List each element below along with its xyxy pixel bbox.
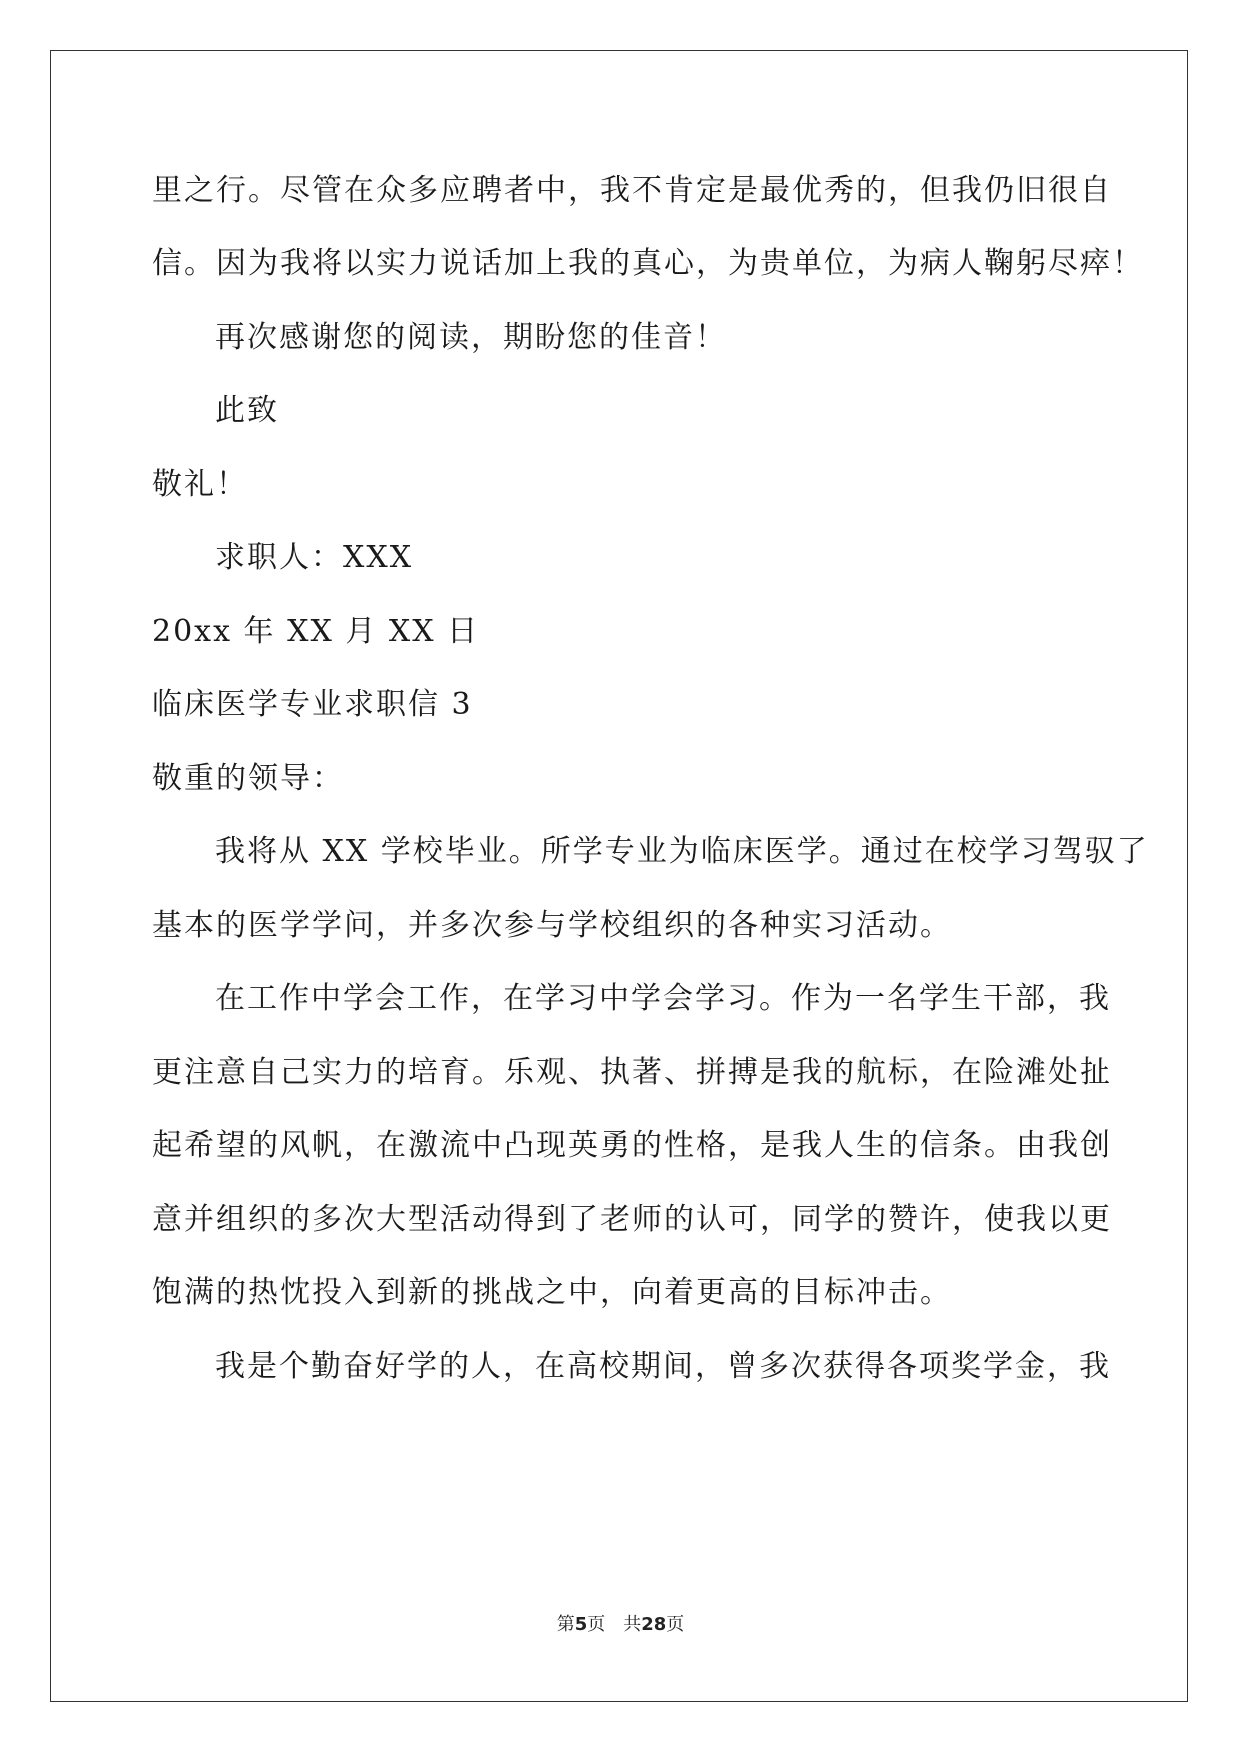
paragraph-line: 基本的医学学问，并多次参与学校组织的各种实习活动。	[152, 908, 952, 943]
page-border	[50, 50, 1188, 1702]
total-suffix: 页	[666, 1614, 685, 1635]
closing-salutation: 此致	[215, 393, 279, 428]
signature-line: 求职人：XXX	[215, 540, 414, 575]
paragraph-line: 起希望的风帆，在激流中凸现英勇的性格，是我人生的信条。由我创	[152, 1128, 1112, 1163]
page-prefix: 第	[556, 1614, 575, 1635]
paragraph-line: 在工作中学会工作，在学习中学会学习。作为一名学生干部，我	[215, 981, 1111, 1016]
paragraph-line: 更注意自己实力的培育。乐观、执著、拼搏是我的航标，在险滩处扯	[152, 1055, 1112, 1090]
section-title: 临床医学专业求职信 3	[152, 687, 473, 722]
page-number: 5	[574, 1614, 588, 1635]
total-prefix: 共	[623, 1614, 642, 1635]
paragraph-line: 信。因为我将以实力说话加上我的真心，为贵单位，为病人鞠躬尽瘁！	[152, 246, 1144, 281]
paragraph-line: 意并组织的多次大型活动得到了老师的认可，同学的赞许，使我以更	[152, 1202, 1112, 1237]
paragraph-line: 再次感谢您的阅读，期盼您的佳音！	[215, 320, 727, 355]
paragraph-line: 里之行。尽管在众多应聘者中，我不肯定是最优秀的，但我仍旧很自	[152, 173, 1112, 208]
page-footer	[0, 1613, 1241, 1637]
page-suffix: 页	[587, 1614, 606, 1635]
paragraph-line: 我将从 XX 学校毕业。所学专业为临床医学。通过在校学习驾驭了	[215, 834, 1149, 869]
greeting: 敬重的领导：	[152, 761, 344, 796]
closing-regards: 敬礼！	[152, 467, 248, 502]
paragraph-line: 我是个勤奋好学的人，在高校期间，曾多次获得各项奖学金，我	[215, 1349, 1111, 1384]
date-line: 20xx 年 XX 月 XX 日	[152, 614, 480, 649]
total-pages: 28	[641, 1614, 667, 1635]
paragraph-line: 饱满的热忱投入到新的挑战之中，向着更高的目标冲击。	[152, 1275, 952, 1310]
